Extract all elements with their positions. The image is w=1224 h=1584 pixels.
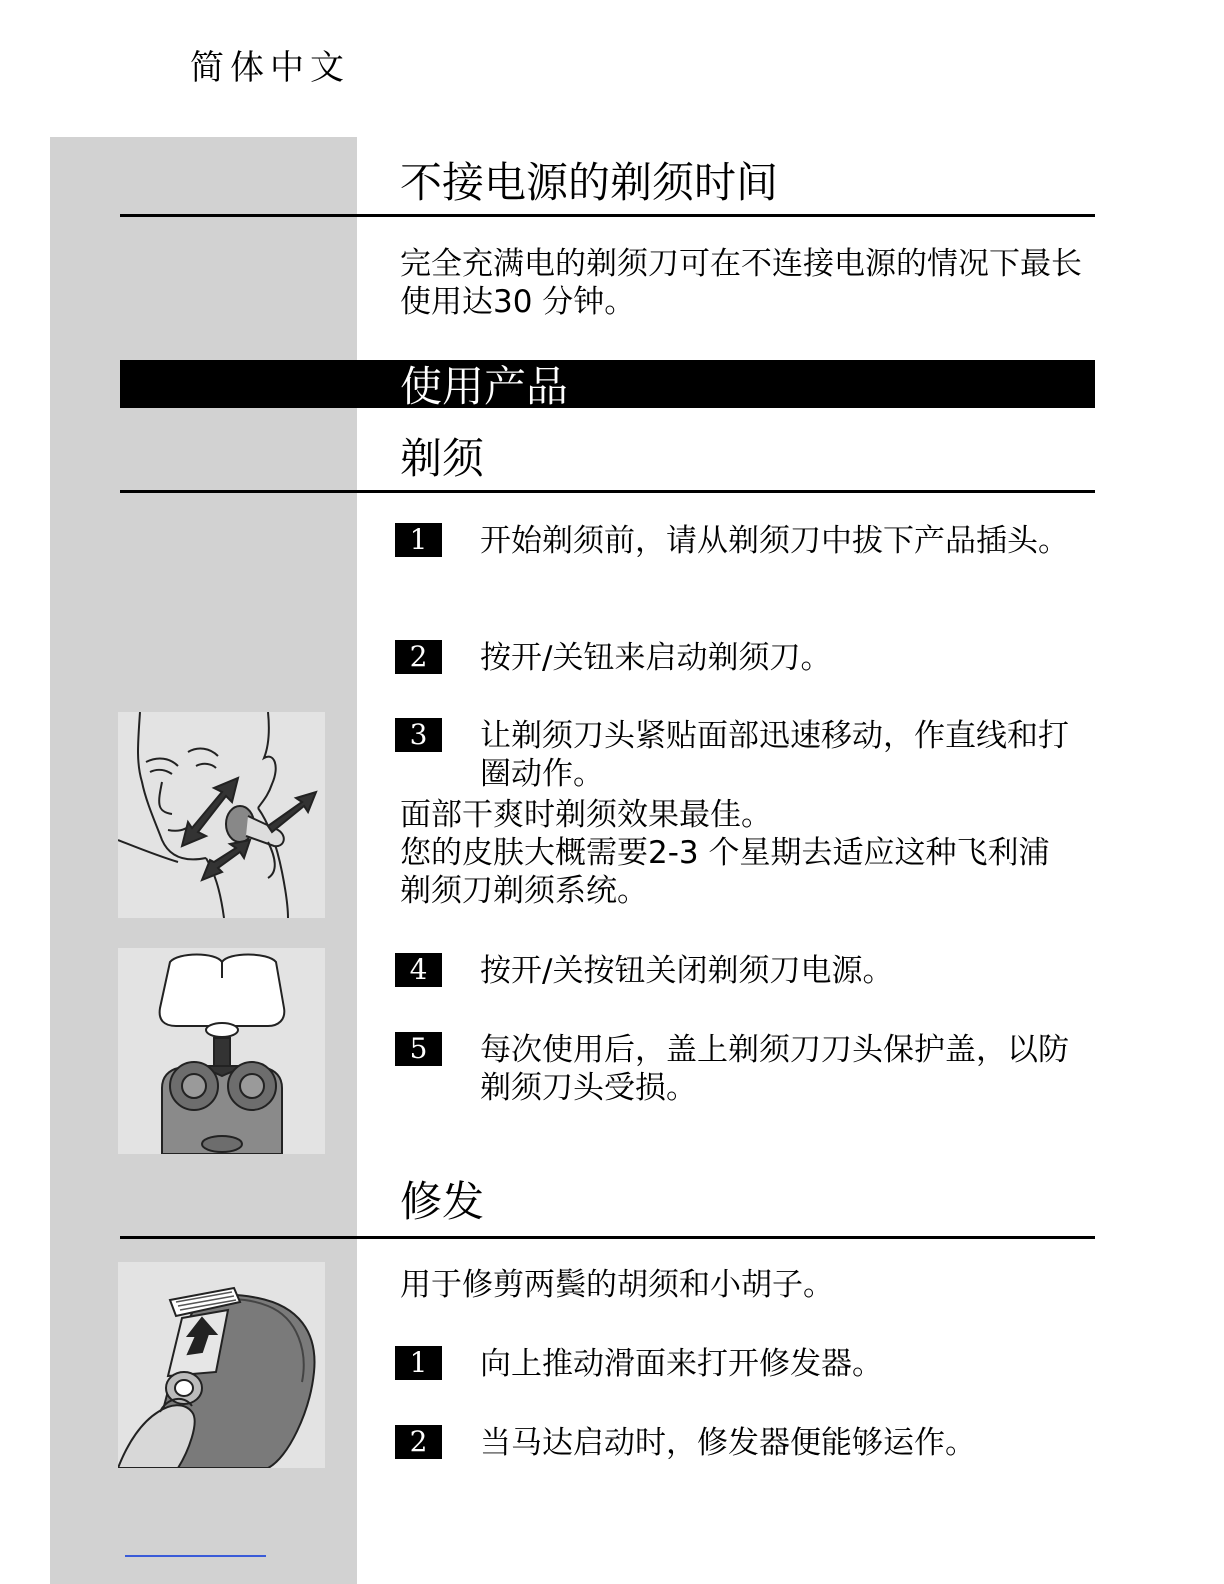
using-product-band bbox=[120, 360, 1095, 408]
section-rule bbox=[120, 214, 1095, 217]
step-text: 向上推动滑面来打开修发器。 bbox=[480, 1346, 883, 1382]
shaving-note: 面部干爽时剃须效果最佳。 您的皮肤大概需要2-3 个星期去适应这种飞利浦剃须刀剃须系统。 bbox=[400, 797, 1050, 909]
step-number: 2 bbox=[395, 640, 442, 674]
step-text: 当马达启动时，修发器便能够运作。 bbox=[480, 1425, 976, 1461]
step-number: 3 bbox=[395, 718, 442, 752]
section-title-using: 使用产品 bbox=[400, 362, 569, 408]
trimming-intro: 用于修剪两鬓的胡须和小胡子。 bbox=[400, 1267, 834, 1303]
protection-cap-illustration bbox=[118, 948, 325, 1154]
section-title-trimming: 修发 bbox=[400, 1177, 485, 1226]
step-text: 开始剃须前，请从剃须刀中拔下产品插头。 bbox=[480, 523, 1069, 559]
section-rule bbox=[120, 490, 1095, 493]
step-text: 按开/关钮来启动剃须刀。 bbox=[480, 640, 832, 676]
face-shaving-illustration bbox=[118, 712, 325, 918]
cordless-body: 完全充满电的剃须刀可在不连接电源的情况下最长使用达30 分钟。 bbox=[400, 246, 1082, 320]
step-text: 让剃须刀头紧贴面部迅速移动，作直线和打圈动作。 bbox=[480, 718, 1069, 792]
step-number: 5 bbox=[395, 1032, 442, 1066]
step-text: 每次使用后，盖上剃须刀刀头保护盖，以防剃须刀头受损。 bbox=[480, 1032, 1069, 1106]
step-number: 2 bbox=[395, 1425, 442, 1459]
footer-line bbox=[125, 1555, 266, 1557]
section-rule bbox=[120, 1236, 1095, 1239]
step-number: 1 bbox=[395, 1346, 442, 1380]
language-label: 简体中文 bbox=[190, 48, 350, 88]
trimmer-illustration bbox=[118, 1262, 325, 1468]
section-title-cordless: 不接电源的剃须时间 bbox=[400, 158, 779, 207]
step-number: 4 bbox=[395, 953, 442, 987]
step-number: 1 bbox=[395, 523, 442, 557]
section-title-shaving: 剃须 bbox=[400, 434, 485, 483]
step-text: 按开/关按钮关闭剃须刀电源。 bbox=[480, 953, 894, 989]
